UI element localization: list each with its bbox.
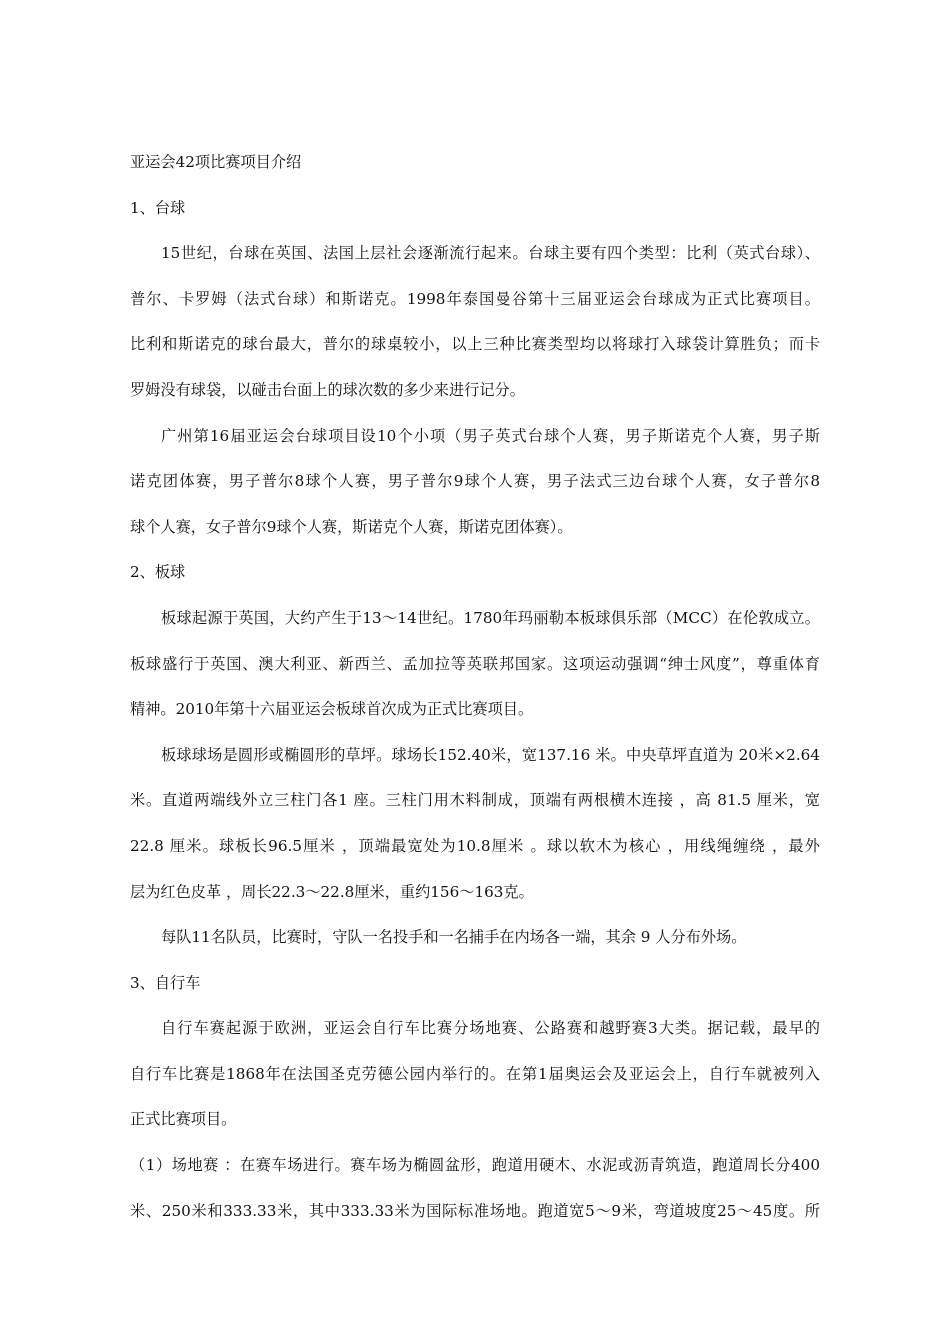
paragraph-line: 层为红色皮革 ，周长22.3～22.8厘米，重约156～163克。 [130, 882, 534, 901]
paragraph [130, 915, 820, 961]
paragraph-line: 板球盛行于英国、澳大利亚、新西兰、孟加拉等英联邦国家。这项运动强调“绅士风度”，尊重体育 [130, 654, 820, 673]
paragraph-line: 板球起源于英国，大约产生于13～14世纪。1780年玛丽勒本板球俱乐部（MCC）在伦敦成立。 [161, 608, 820, 627]
section-heading-billiards: 1、台球 [130, 198, 186, 217]
paragraph-line: 22.8 厘米。球板长96.5厘米 ，顶端最宽处为10.8厘米 。球以软木为核心 ，用线绳缠绕 ，最外 [130, 836, 820, 855]
paragraph-line: 诺克团体赛，男子普尔8球个人赛，男子普尔9球个人赛，男子法式三边台球个人赛，女子普尔8 [130, 472, 820, 491]
paragraph [130, 1143, 820, 1234]
paragraph-line: 比利和斯诺克的球台最大，普尔的球桌较小，以上三种比赛类型均以将球打入球袋计算胜负；而卡 [130, 335, 820, 354]
paragraph-line: 广州第16届亚运会台球项目设10个小项（男子英式台球个人赛，男子斯诺克个人赛，男子斯 [161, 426, 820, 445]
paragraph [130, 733, 820, 915]
paragraph [130, 596, 820, 733]
paragraph-line: 自行车比赛是1868年在法国圣克劳德公园内举行的。在第1届奥运会及亚运会上，自行车就被列入 [130, 1064, 820, 1083]
paragraph-line: 每队11名队员，比赛时，守队一名投手和一名捕手在内场各一端，其余 9 人分布外场。 [161, 928, 747, 947]
section-heading-cycling: 3、自行车 [130, 973, 201, 992]
paragraph-line: 普尔、卡罗姆（法式台球）和斯诺克。1998年泰国曼谷第十三届亚运会台球成为正式比赛项目。 [130, 289, 820, 308]
paragraph [130, 231, 820, 413]
document-page [130, 140, 820, 1234]
paragraph-line: 米、250米和333.33米，其中333.33米为国际标准场地。跑道宽5～9米，弯道坡度25～45度。所 [130, 1201, 820, 1220]
paragraph-line: 精神。2010年第十六届亚运会板球首次成为正式比赛项目。 [130, 700, 534, 719]
paragraph-line: 15世纪，台球在英国、法国上层社会逐渐流行起来。台球主要有四个类型：比利（英式台球）、 [161, 244, 820, 263]
paragraph-line: 板球球场是圆形或椭圆形的草坪。球场长152.40米，宽137.16 米。中央草坪直道为 20米×2.64 [161, 745, 820, 764]
document-title: 亚运会42项比赛项目介绍 [130, 153, 302, 171]
section-heading-cricket: 2、板球 [130, 563, 186, 582]
paragraph [130, 1006, 820, 1143]
paragraph-line: 自行车赛起源于欧洲，亚运会自行车比赛分场地赛、公路赛和越野赛3大类。据记载，最早的 [161, 1019, 820, 1038]
paragraph-line: 正式比赛项目。 [130, 1110, 237, 1129]
paragraph-line: 罗姆没有球袋，以碰击台面上的球次数的多少来进行记分。 [130, 380, 525, 399]
paragraph-line: （1）场地赛 ：在赛车场进行。赛车场为椭圆盆形，跑道用硬木、水泥或沥青筑造，跑道周长分400 [130, 1156, 820, 1175]
paragraph-line: 米。直道两端线外立三柱门各1 座。三柱门用木料制成，顶端有两根横木连接 ，高 81.5 厘米，宽 [130, 791, 820, 810]
paragraph-line: 球个人赛，女子普尔9球个人赛，斯诺克个人赛，斯诺克团体赛）。 [130, 517, 573, 536]
paragraph [130, 414, 820, 551]
